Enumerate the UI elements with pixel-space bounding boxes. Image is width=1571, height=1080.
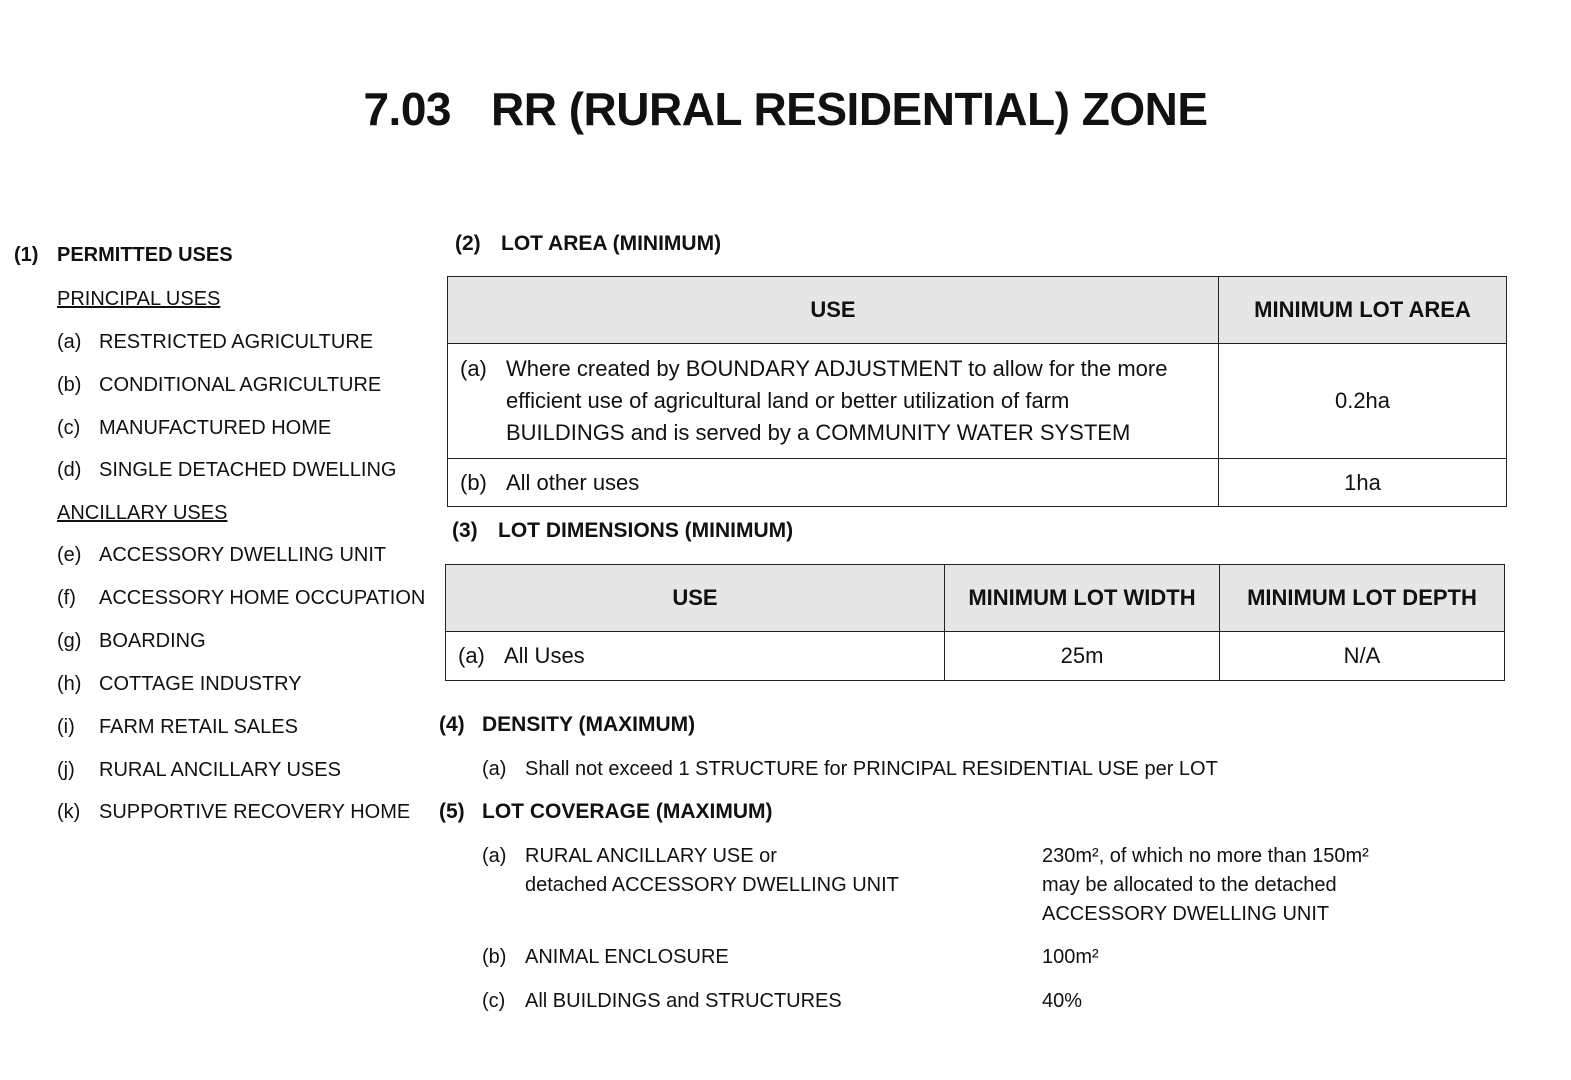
item-label: (b) xyxy=(57,374,82,396)
table-header-row xyxy=(446,565,1505,632)
item-label: (h) xyxy=(57,673,82,695)
column-header-use: USE xyxy=(448,277,1219,344)
item-label: (c) xyxy=(57,417,81,439)
section-heading: DENSITY (MAXIMUM) xyxy=(482,713,696,736)
section-number: (4) xyxy=(439,713,465,736)
lot-area-table xyxy=(447,276,1507,507)
item-text: ACCESSORY HOME OCCUPATION xyxy=(99,587,426,609)
ancillary-uses-heading: ANCILLARY USES xyxy=(57,502,228,524)
lot-dimensions-table xyxy=(445,564,1505,681)
item-label: (i) xyxy=(57,716,75,738)
item-text: RURAL ANCILLARY USE or xyxy=(525,845,777,867)
item-text: FARM RETAIL SALES xyxy=(99,716,298,738)
table-row xyxy=(448,459,1507,507)
section-title: RR (RURAL RESIDENTIAL) ZONE xyxy=(491,83,1208,135)
use-text: All other uses xyxy=(506,469,640,495)
item-label: (a) xyxy=(57,331,82,353)
section-number: (2) xyxy=(455,232,481,255)
use-text-line: Where created by BOUNDARY ADJUSTMENT to allow for the more xyxy=(506,356,1168,381)
table-row xyxy=(448,344,1507,459)
row-label: (a) xyxy=(460,356,487,381)
item-value: ACCESSORY DWELLING UNIT xyxy=(1042,903,1330,925)
item-text: SINGLE DETACHED DWELLING xyxy=(99,459,397,481)
coverage-item xyxy=(482,990,1083,1013)
row-label: (a) xyxy=(458,643,485,668)
section-heading: LOT COVERAGE (MAXIMUM) xyxy=(482,800,773,823)
section-number: (5) xyxy=(439,800,465,823)
use-cell xyxy=(448,459,1219,507)
item-text: Shall not exceed 1 STRUCTURE for PRINCIPAL RESIDENTIAL USE per LOT xyxy=(525,758,1218,780)
use-text: All Uses xyxy=(504,643,585,668)
width-cell: 25m xyxy=(945,632,1220,681)
row-label: (b) xyxy=(460,469,487,495)
item-text: MANUFACTURED HOME xyxy=(99,417,332,439)
value-cell: 0.2ha xyxy=(1219,344,1507,459)
item-label: (j) xyxy=(57,759,75,781)
item-text: RURAL ANCILLARY USES xyxy=(99,759,341,781)
density-item xyxy=(482,758,1218,781)
page-title xyxy=(0,82,1571,136)
item-label: (a) xyxy=(482,758,507,780)
item-label: (d) xyxy=(57,459,82,481)
item-label: (b) xyxy=(482,946,507,968)
item-value: 100m² xyxy=(1042,946,1099,968)
item-text: detached ACCESSORY DWELLING UNIT xyxy=(525,874,899,896)
coverage-item xyxy=(482,845,1369,925)
item-label: (g) xyxy=(57,630,82,652)
item-label: (e) xyxy=(57,544,82,566)
item-text: COTTAGE INDUSTRY xyxy=(99,673,302,695)
use-text-line: BUILDINGS and is served by a COMMUNITY WATER SYSTEM xyxy=(506,420,1131,445)
principal-uses-heading: PRINCIPAL USES xyxy=(57,288,221,310)
item-label: (c) xyxy=(482,990,506,1012)
use-cell xyxy=(448,344,1219,459)
item-label: (k) xyxy=(57,801,81,823)
section-number: 7.03 xyxy=(363,83,451,135)
item-text: BOARDING xyxy=(99,630,206,652)
item-text: RESTRICTED AGRICULTURE xyxy=(99,331,374,353)
section-heading: LOT AREA (MINIMUM) xyxy=(501,232,722,255)
column-header-min-lot-area: MINIMUM LOT AREA xyxy=(1219,277,1507,344)
permitted-uses-heading xyxy=(14,244,233,267)
item-value: may be allocated to the detached xyxy=(1042,874,1337,896)
value-cell: 1ha xyxy=(1219,459,1507,507)
table-row xyxy=(446,632,1505,681)
item-text: All BUILDINGS and STRUCTURES xyxy=(525,990,842,1012)
heading-number: (1) xyxy=(14,244,39,266)
section-number: (3) xyxy=(452,519,478,542)
section-heading: LOT DIMENSIONS (MINIMUM) xyxy=(498,519,794,542)
item-label: (f) xyxy=(57,587,76,609)
table-header-row xyxy=(448,277,1507,344)
item-label: (a) xyxy=(482,845,507,867)
depth-cell: N/A xyxy=(1220,632,1505,681)
item-text: CONDITIONAL AGRICULTURE xyxy=(99,374,382,396)
column-header-use: USE xyxy=(446,565,945,632)
coverage-item xyxy=(482,946,1099,969)
item-text: SUPPORTIVE RECOVERY HOME xyxy=(99,801,411,823)
item-value: 40% xyxy=(1042,990,1083,1012)
item-text: ANIMAL ENCLOSURE xyxy=(525,946,729,968)
item-text: ACCESSORY DWELLING UNIT xyxy=(99,544,387,566)
use-cell xyxy=(446,632,945,681)
heading-text: PERMITTED USES xyxy=(57,244,233,266)
item-value: 230m², of which no more than 150m² xyxy=(1042,845,1369,867)
use-text-line: efficient use of agricultural land or better utilization of farm xyxy=(506,388,1070,413)
column-header-min-lot-width: MINIMUM LOT WIDTH xyxy=(945,565,1220,632)
column-header-min-lot-depth: MINIMUM LOT DEPTH xyxy=(1220,565,1505,632)
